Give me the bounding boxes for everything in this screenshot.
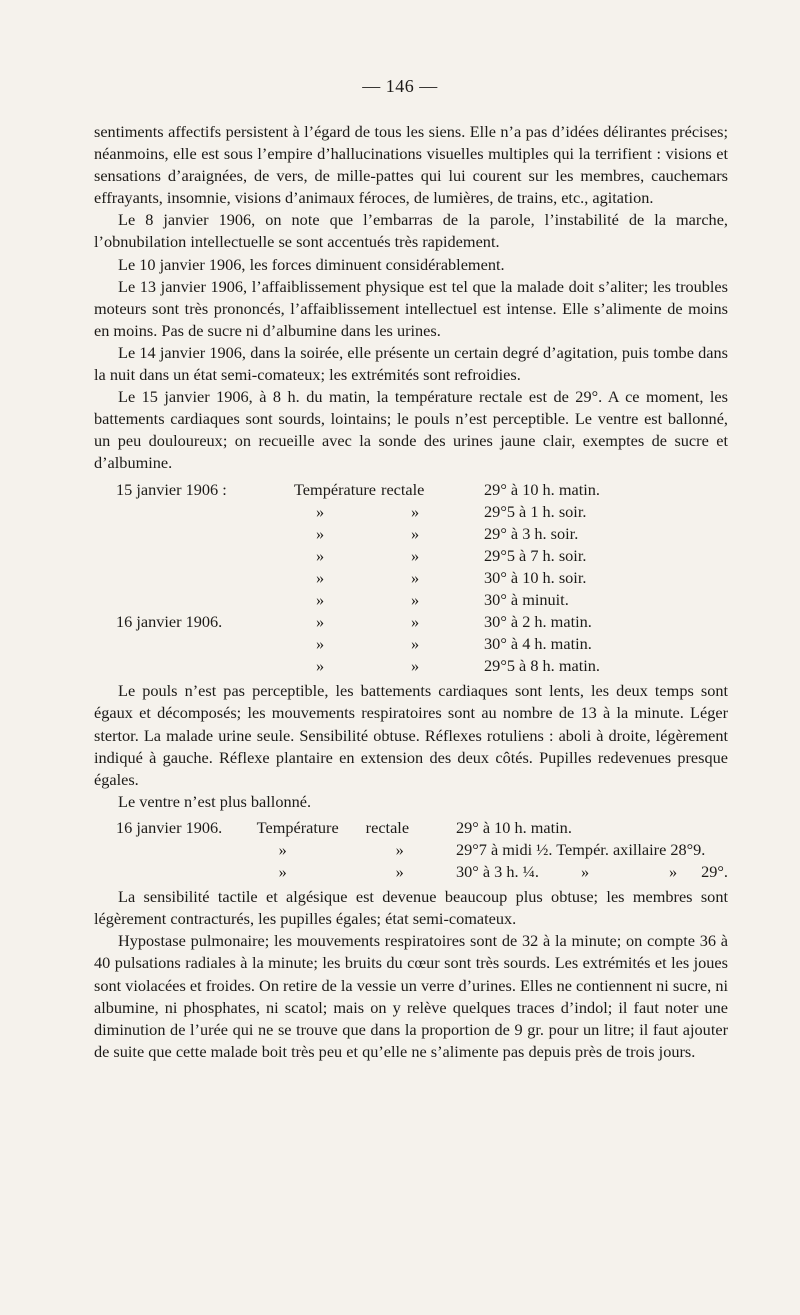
ditto-mark: » (316, 589, 325, 609)
table-label: Température (294, 479, 377, 499)
ditto-mark: » (316, 634, 325, 654)
table-value: 29°5 à 7 h. soir. (484, 545, 587, 565)
table-value: 29°5 à 8 h. matin. (484, 656, 600, 676)
paragraph: Le ventre n’est plus ballonné. (118, 791, 312, 811)
table-row (94, 839, 728, 861)
ditto-mark: » (669, 862, 678, 882)
table-value: 30° à 4 h. matin. (484, 634, 592, 654)
table-row (94, 817, 728, 839)
ditto-mark: » (316, 545, 325, 565)
ditto-mark: » (316, 656, 325, 676)
paragraph: sentiments affectifs persistent à l’égard de tous les siens. Elle n’a pas d’idées délirantes précises; néanmoins, elle est sous l’empire d’hallucinations visuelles multiples qui la terrifient : visions et sensations d’araignées, de vers, de mille-pattes qui lui courent sur les membres, cauchemars effrayants, insomnie, visions d’animaux féroces, de lumières, de trains, etc., agitation. (94, 122, 728, 208)
paragraph: Hypostase pulmonaire; les mouvements respiratoires sont de 32 à la minute; on compte 36 à 40 pulsations radiales à la minute; les bruits du cœur sont très sourds. Les extrémités et les joues sont violacées et froides. On retire de la vessie un verre d’urines. Elles ne contiennent ni sucre, ni albumine, ni phosphates, ni scatol; mais on y relève quelques traces d’indol; il faut noter une diminution de l’urée qui ne se trouve que dans la proportion de 9 gr. pour un litre; il faut ajouter de suite que cette malade boit très peu et qu’elle ne s’alimente pas depuis près de trois jours. (94, 931, 728, 1061)
table-label: rectale (381, 479, 425, 499)
table-row (94, 567, 600, 589)
paragraph: Le 15 janvier 1906, à 8 h. du matin, la température rectale est de 29°. A ce moment, les battements cardiaques sont sourds, lointains; le pouls n’est perceptible. Le ventre est ballonné, un peu douloureux; on recueille avec la sonde des urines jaune clair, exemptes de sucre et d’albumine. (94, 387, 728, 473)
ditto-mark: » (411, 612, 420, 632)
ditto-mark: » (411, 634, 420, 654)
ditto-mark: » (316, 567, 325, 587)
table-value: 30° à 3 h. ¼. (455, 862, 539, 882)
table-row (94, 611, 600, 633)
page-number: — 146 — (362, 76, 438, 96)
ditto-mark: » (411, 545, 420, 565)
table-value: 29° à 10 h. matin. (484, 479, 600, 499)
table-value: 30° à minuit. (484, 589, 569, 609)
ditto-mark: » (411, 523, 420, 543)
ditto-mark: » (411, 656, 420, 676)
ditto-mark: » (395, 840, 404, 859)
ditto-mark: » (316, 523, 325, 543)
ditto-mark: » (411, 567, 420, 587)
table-value: 29° à 10 h. matin. (455, 817, 572, 837)
table-row (94, 523, 600, 545)
table-date: 16 janvier 1906. (116, 612, 223, 632)
table-row (94, 655, 600, 677)
paragraph: Le 8 janvier 1906, on note que l’embarras de la parole, l’instabilité de la marche, l’obnubilation intellectuelle se sont accentués très rapidement. (94, 210, 728, 252)
body-text (94, 121, 728, 1063)
table-value: 29°. (701, 862, 728, 882)
table-row (94, 501, 600, 523)
ditto-mark: » (316, 612, 325, 632)
ditto-mark: » (411, 501, 420, 521)
table-row (94, 479, 600, 501)
paragraph: Le 10 janvier 1906, les forces diminuent considérablement. (118, 254, 505, 274)
ditto-mark: » (316, 501, 325, 521)
temperature-table-2 (94, 817, 728, 883)
table-value: 30° à 10 h. soir. (484, 567, 587, 587)
table-row (94, 633, 600, 655)
ditto-mark: » (580, 862, 590, 882)
paragraph: Le 13 janvier 1906, l’affaiblissement physique est tel que la malade doit s’aliter; les troubles moteurs sont très prononcés, l’affaiblissement intellectuel est intense. Elle s’alimente de moins en moins. Pas de sucre ni d’albumine dans les urines. (94, 276, 728, 340)
ditto-mark: » (395, 862, 404, 882)
table-date: 15 janvier 1906 : (116, 479, 227, 499)
paragraph: La sensibilité tactile et algésique est devenue beaucoup plus obtuse; les membres sont légèrement contracturés, les pupilles égales; état semi-comateux. (94, 887, 728, 929)
table-label: Température (256, 817, 339, 837)
paragraph: Le pouls n’est pas perceptible, les battements cardiaques sont lents, les deux temps sont égaux et décomposés; les mouvements respiratoires sont au nombre de 13 à la minute. Léger stertor. La malade urine seule. Sensibilité obtuse. Réflexes rotuliens : aboli à droite, légèrement indiqué à gauche. Réflexe plantaire en extension des deux côtés. Pupilles redevenues presque égales. (94, 681, 728, 789)
paragraph: Le 14 janvier 1906, dans la soirée, elle présente un certain degré d’agitation, puis tombe dans la nuit dans un état semi-comateux; les extrémités sont refroidies. (94, 342, 728, 385)
table-value: 29° à 3 h. soir. (484, 523, 579, 543)
ditto-mark: » (278, 840, 287, 859)
table-row (94, 589, 600, 611)
table-row (94, 861, 728, 883)
temperature-table-1 (94, 479, 600, 678)
table-value: 29°5 à 1 h. soir. (484, 501, 587, 521)
table-value: 29°7 à midi ½. Tempér. axillaire 28°9. (455, 840, 706, 859)
table-row (94, 545, 600, 567)
ditto-mark: » (278, 862, 287, 882)
table-value: 30° à 2 h. matin. (484, 612, 592, 632)
ditto-mark: » (411, 589, 420, 609)
table-date: 16 janvier 1906. (116, 817, 223, 837)
table-label: rectale (365, 817, 410, 837)
